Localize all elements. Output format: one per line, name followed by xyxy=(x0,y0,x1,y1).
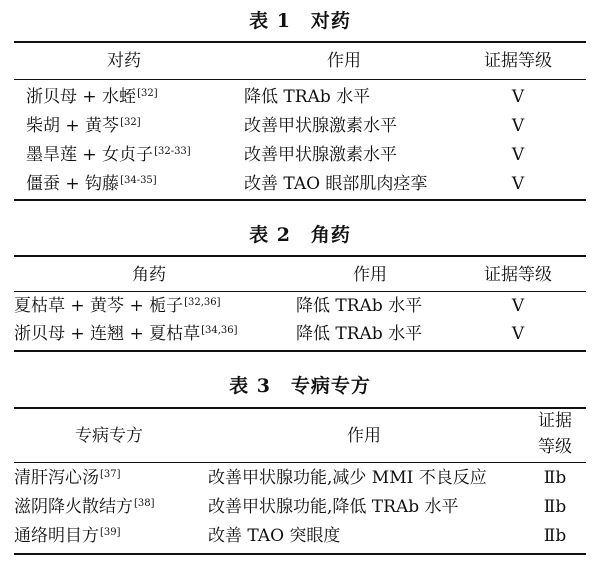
table3-header-evidence-line2: 等级 xyxy=(538,437,572,457)
table1-top-rule xyxy=(14,41,586,43)
table3-title: 表 3 专病专方 xyxy=(229,375,371,397)
table3-header-rule xyxy=(14,462,586,463)
table3-header-effect: 作用 xyxy=(347,426,381,446)
table1-row-name: 墨旱莲 + 女贞子[32-33] xyxy=(26,145,191,165)
table3-top-rule xyxy=(14,407,586,409)
table1-row-effect: 改善甲状腺激素水平 xyxy=(244,116,397,136)
table1-row-level: V xyxy=(511,116,525,136)
table2-header-triad: 角药 xyxy=(132,265,166,285)
table3-bottom-rule xyxy=(14,553,586,555)
table1-row-name: 僵蚕 + 钩藤[34-35] xyxy=(26,174,157,194)
table3-row-level: Ⅱb xyxy=(543,497,567,517)
table2-row-level: V xyxy=(511,296,525,316)
table2-header-effect: 作用 xyxy=(353,265,387,285)
table1-header-evidence: 证据等级 xyxy=(484,51,552,71)
table3-row-effect: 改善甲状腺功能,降低 TRAb 水平 xyxy=(208,497,459,517)
table1-row-effect: 降低 TRAb 水平 xyxy=(244,87,371,107)
table2-row-level: V xyxy=(511,324,525,344)
table2-top-rule xyxy=(14,255,586,257)
table2-row-name: 夏枯草 + 黄芩 + 栀子[32,36] xyxy=(14,296,221,316)
table3-row-name: 通络明目方[39] xyxy=(14,526,121,546)
table3-header-formula: 专病专方 xyxy=(75,426,143,446)
table1-row-level: V xyxy=(511,174,525,194)
table2-row-name: 浙贝母 + 连翘 + 夏枯草[34,36] xyxy=(14,324,238,344)
table1-row-effect: 改善甲状腺激素水平 xyxy=(244,145,397,165)
table1-row-name: 柴胡 + 黄芩[32] xyxy=(26,116,141,136)
table1-row-name: 浙贝母 + 水蛭[32] xyxy=(26,87,158,107)
table2-header-evidence: 证据等级 xyxy=(484,265,552,285)
table3-row-level: Ⅱb xyxy=(543,526,567,546)
table2-bottom-rule xyxy=(14,350,586,352)
table3-row-name: 滋阴降火散结方[38] xyxy=(14,497,155,517)
table3-row-level: Ⅱb xyxy=(543,468,567,488)
table2-header-rule xyxy=(14,291,586,292)
table1-bottom-rule xyxy=(14,199,586,201)
table3-header-evidence-line1: 证据 xyxy=(538,411,572,431)
table2-title: 表 2 角药 xyxy=(249,224,351,246)
table2-row-effect: 降低 TRAb 水平 xyxy=(296,324,423,344)
table3-row-name: 清肝泻心汤[37] xyxy=(14,468,121,488)
table2-row-effect: 降低 TRAb 水平 xyxy=(296,296,423,316)
table1-row-level: V xyxy=(511,145,525,165)
table1-header-effect: 作用 xyxy=(327,51,361,71)
table1-row-level: V xyxy=(511,87,525,107)
table3-row-effect: 改善 TAO 突眼度 xyxy=(208,526,341,546)
table1-title: 表 1 对药 xyxy=(249,10,351,32)
table1-header-rule xyxy=(14,79,586,80)
table3-row-effect: 改善甲状腺功能,减少 MMI 不良反应 xyxy=(208,468,487,488)
table1-header-drug-pair: 对药 xyxy=(107,51,141,71)
table1-row-effect: 改善 TAO 眼部肌肉痉挛 xyxy=(244,174,428,194)
